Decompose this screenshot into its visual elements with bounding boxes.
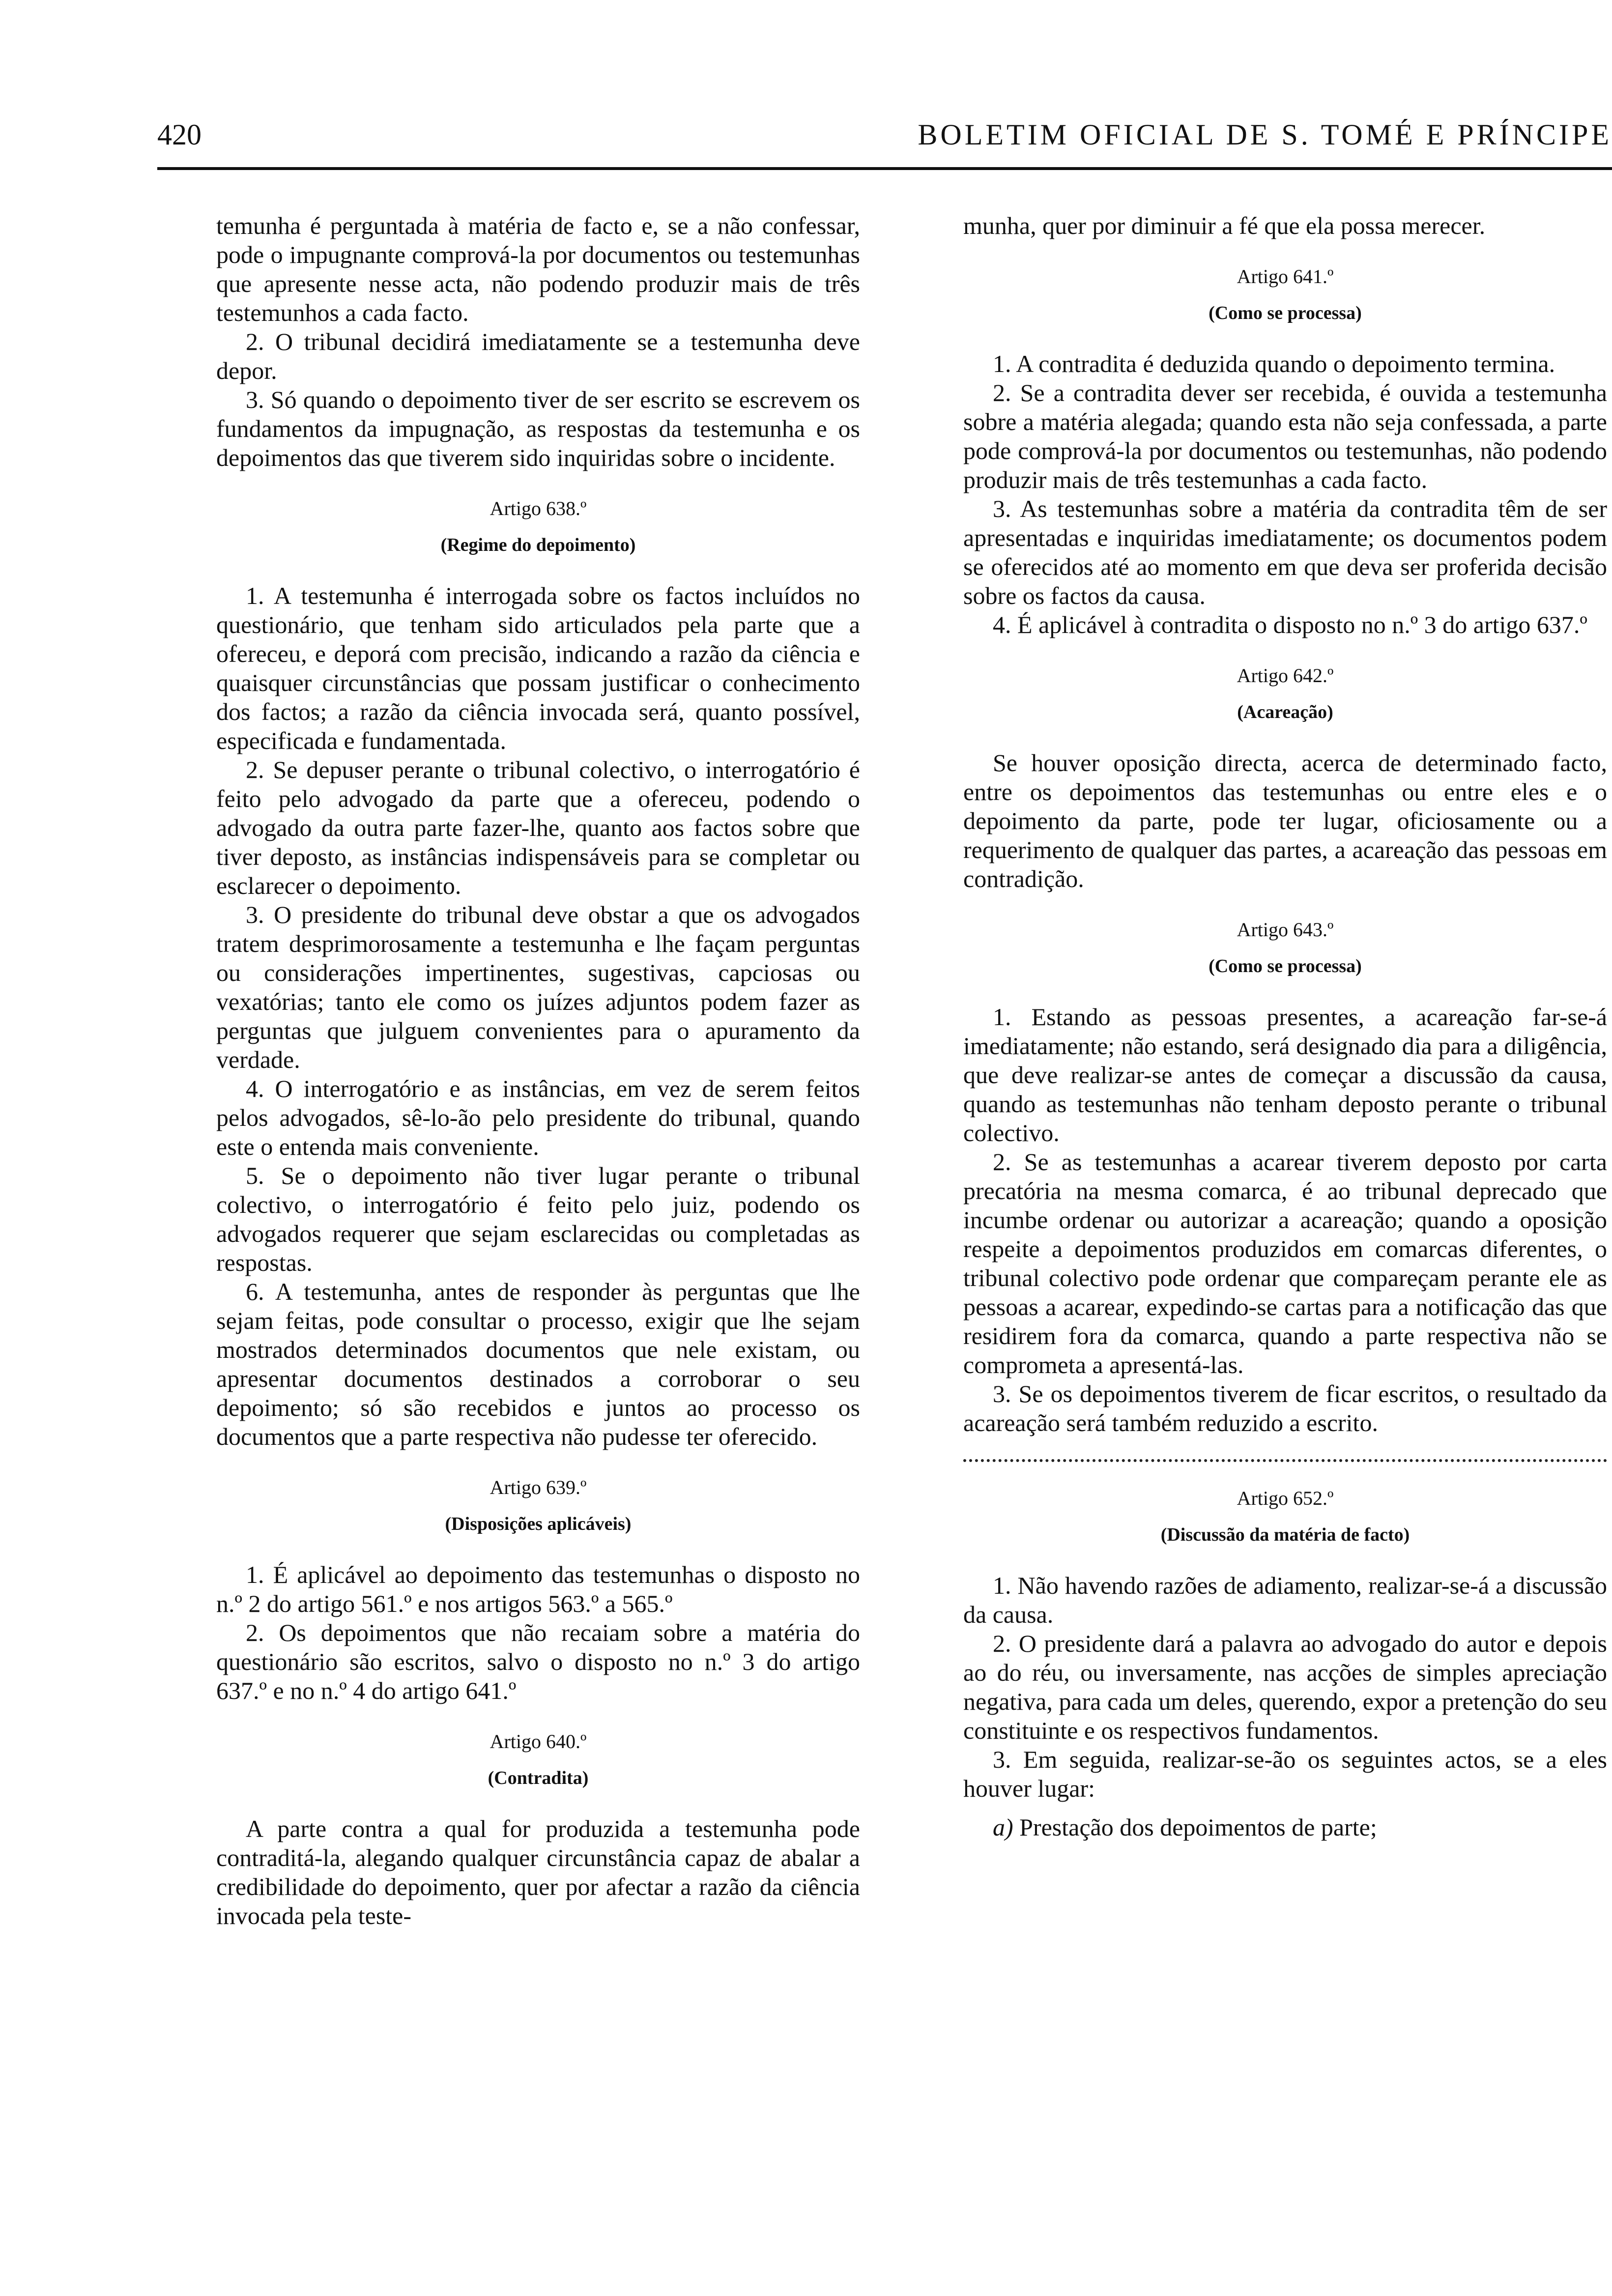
left-column — [216, 211, 860, 1930]
article-title: Artigo 639.º — [489, 1476, 587, 1498]
article-heading: (Disposições aplicáveis) — [445, 1514, 632, 1534]
paragraph: 3. As testemunhas sobre a matéria da contradita têm de ser apresentadas e inquiridas imediatamente; os documentos podem se oferecidos até ao momento em que deva ser proferida decisão sobre os factos da causa. — [963, 495, 1607, 609]
article-heading: (Como se processa) — [1209, 303, 1362, 323]
article-title: Artigo 652.º — [1237, 1487, 1334, 1509]
list-item-text: Prestação dos depoimentos de parte; — [1019, 1813, 1377, 1841]
paragraph: Se houver oposição directa, acerca de determinado facto, entre os depoimentos das testemunhas ou entre eles e o depoimento da parte, pode ter lugar, oficiosamente ou a requerimento de qualquer das partes, a acareação das pessoas em contradição. — [963, 749, 1607, 892]
paragraph: 1. Não havendo razões de adiamento, realizar-se-á a discussão da causa. — [963, 1572, 1607, 1628]
paragraph: 2. O tribunal decidirá imediatamente se a testemunha deve depor. — [216, 328, 860, 384]
paragraph: munha, quer por diminuir a fé que ela possa merecer. — [963, 212, 1486, 239]
paragraph: 2. O presidente dará a palavra ao advogado do autor e depois ao do réu, ou inversamente, nas acções de simples apreciação negativa, para cada um deles, querendo, expor a pretenção do seu constituinte e os respectivos fundamentos. — [963, 1630, 1607, 1744]
page-number: 420 — [157, 118, 202, 151]
article-title: Artigo 643.º — [1237, 918, 1334, 941]
paragraph: 3. Se os depoimentos tiverem de ficar escritos, o resultado da acareação será também reduzido a escrito. — [963, 1380, 1607, 1436]
paragraph: 2. Os depoimentos que não recaiam sobre a matéria do questionário são escritos, salvo o disposto no n.º 3 do artigo 637.º e no n.º 4 do artigo 641.º — [216, 1619, 860, 1704]
article-heading: (Como se processa) — [1209, 956, 1362, 976]
publication-title: BOLETIM OFICIAL DE S. TOMÉ E PRÍNCIPE — [918, 118, 1612, 151]
dotted-separator — [963, 1457, 1607, 1462]
article-heading: (Regime do depoimento) — [440, 535, 636, 555]
paragraph: 1. Estando as pessoas presentes, a acareação far-se-á imediatamente; não estando, será designado dia para a diligência, que deve realizar-se antes de começar a discussão da causa, quando as testemunhas não tenham deposto perante o tribunal colectivo. — [963, 1003, 1607, 1147]
article-heading: (Acareação) — [1237, 702, 1333, 722]
paragraph: 4. O interrogatório e as instâncias, em vez de serem feitos pelos advogados, sê-lo-ão pelo presidente do tribunal, quando este o entenda mais conveniente. — [216, 1075, 860, 1160]
paragraph: 1. A testemunha é interrogada sobre os factos incluídos no questionário, que tenham sido articulados pela parte que a ofereceu, e deporá com precisão, indicando a razão da ciência e quaisquer circunstâncias que possam justificar o conhecimento dos factos; a razão da ciência invocada será, quanto possível, especificada e fundamentada. — [216, 582, 860, 754]
paragraph: 4. É aplicável à contradita o disposto no n.º 3 do artigo 637.º — [993, 611, 1587, 638]
paragraph: 3. Só quando o depoimento tiver de ser escrito se escrevem os fundamentos da impugnação, as respostas da testemunha e os depoimentos das que tiverem sido inquiridas sobre o incidente. — [216, 386, 860, 471]
paragraph: 2. Se depuser perante o tribunal colectivo, o interrogatório é feito pelo advogado da parte que a ofereceu, podendo o advogado da outra parte fazer-lhe, quanto aos factos sobre que tiver deposto, as instâncias indispensáveis para se completar ou esclarecer o depoimento. — [216, 756, 860, 899]
article-title: Artigo 641.º — [1237, 265, 1334, 287]
list-item-label: a) — [993, 1813, 1013, 1841]
article-heading: (Contradita) — [488, 1768, 589, 1788]
right-column — [963, 211, 1607, 1842]
paragraph: 2. Se as testemunhas a acarear tiverem deposto por carta precatória na mesma comarca, é ao tribunal deprecado que incumbe ordenar ou autorizar a acareação; quando a oposição respeite a depoimentos produzidos em comarcas diferentes, o tribunal colectivo pode ordenar que compareçam perante ele as pessoas a acarear, expedindo-se cartas para a notificação das que residirem fora da comarca, quando a parte respectiva não se comprometa a apresentá-las. — [963, 1148, 1607, 1378]
paragraph: 3. O presidente do tribunal deve obstar a que os advogados tratem desprimorosamente a testemunha e lhe façam perguntas ou considerações impertinentes, sugestivas, capciosas ou vexatórias; tanto ele como os juízes adjuntos podem fazer as perguntas que julguem convenientes para o apuramento da verdade. — [216, 901, 860, 1073]
article-heading: (Discussão da matéria de facto) — [1160, 1524, 1410, 1545]
paragraph: temunha é perguntada à matéria de facto e, se a não confessar, pode o impugnante comprová-la por documentos ou testemunhas que apresente nesse acta, não podendo produzir mais de três testemunhos a cada facto. — [216, 212, 860, 326]
page-header — [157, 118, 1612, 157]
article-title: Artigo 642.º — [1237, 664, 1334, 687]
paragraph: 1. A contradita é deduzida quando o depoimento termina. — [993, 350, 1555, 377]
article-title: Artigo 640.º — [489, 1730, 587, 1752]
paragraph: 3. Em seguida, realizar-se-ão os seguintes actos, se a eles houver lugar: — [963, 1746, 1607, 1802]
paragraph: 2. Se a contradita dever ser recebida, é ouvida a testemunha sobre a matéria alegada; quando esta não seja confessada, a parte pode comprová-la por documentos ou testemunhas, não podendo produzir mais de três testemunhas a cada facto. — [963, 379, 1607, 493]
header-rule — [157, 167, 1612, 170]
list-item — [963, 1813, 1607, 1842]
article-title: Artigo 638.º — [489, 497, 587, 519]
paragraph: A parte contra a qual for produzida a testemunha pode contraditá-la, alegando qualquer circunstância capaz de abalar a credibilidade do depoimento, quer por afectar a razão da ciência invocada pela teste- — [216, 1815, 860, 1929]
paragraph: 6. A testemunha, antes de responder às perguntas que lhe sejam feitas, pode consultar o processo, exigir que lhe sejam mostrados determinados documentos que nele existam, ou apresentar documentos destinados a corroborar o seu depoimento; só são recebidos e juntos ao processo os documentos que a parte respectiva não pudesse ter oferecido. — [216, 1278, 860, 1450]
paragraph: 5. Se o depoimento não tiver lugar perante o tribunal colectivo, o interrogatório é feito pelo juiz, podendo os advogados requerer que sejam esclarecidas ou completadas as respostas. — [216, 1162, 860, 1276]
paragraph: 1. É aplicável ao depoimento das testemunhas o disposto no n.º 2 do artigo 561.º e nos artigos 563.º a 565.º — [216, 1561, 860, 1617]
